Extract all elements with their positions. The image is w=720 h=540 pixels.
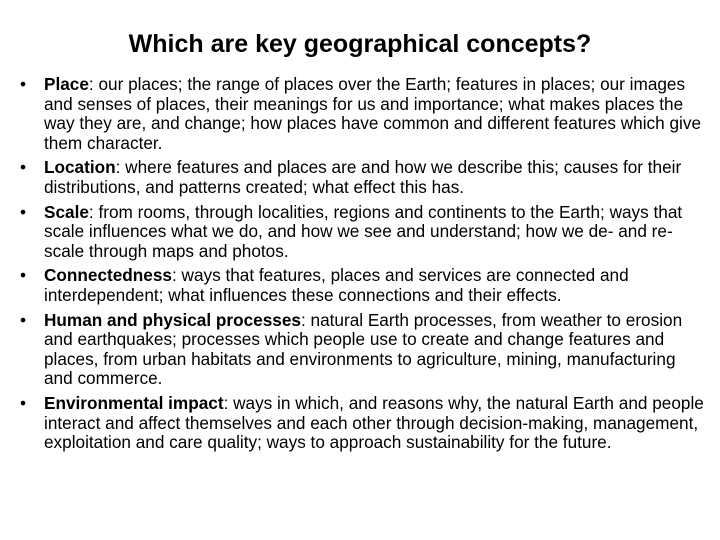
list-item-processes <box>0 311 720 389</box>
concept-description: : our places; the range of places over the Earth; features in places; our images and senses of places, their meanings for us and importance; what makes places the way they are, and change; how places have common and different features which give them character. <box>44 74 702 153</box>
concept-term: Connectedness <box>44 265 172 286</box>
concept-description: : from rooms, through localities, regions and continents to the Earth; ways that scale influences what we do, and how we see and understand; how we de- and re-scale through maps and photos. <box>44 201 683 261</box>
bullet-icon: • <box>19 157 27 178</box>
bullet-icon: • <box>19 309 27 330</box>
concept-description: : ways in which, and reasons why, the natural Earth and people interact and affect themselves and each other through decision-making, management, exploitation and care quality; ways to approach sustainability for the future. <box>44 392 704 453</box>
concept-description: : ways that features, places and services are connected and interdependent; what influences these connections and their effects. <box>44 265 629 305</box>
bullet-icon: • <box>19 392 27 413</box>
list-item-environmental-impact <box>0 394 720 453</box>
concept-description: : where features and places are and how we describe this; causes for their distributions, and patterns created; what effect this has. <box>44 157 682 197</box>
concept-term: Place <box>44 74 89 94</box>
bullet-icon: • <box>19 201 27 222</box>
list-item-location <box>0 158 720 197</box>
slide-title: Which are key geographical concepts? <box>128 30 592 58</box>
concept-list <box>0 75 720 458</box>
bullet-icon: • <box>19 74 27 94</box>
list-item-connectedness <box>0 266 720 305</box>
concept-term: Human and physical processes <box>44 309 301 330</box>
concept-description: : natural Earth processes, from weather to erosion and earthquakes; processes which people use to create and change features and places, from urban habitats and environments to agriculture, mining, manufacturing and commerce. <box>44 309 683 389</box>
list-item-scale <box>0 203 720 262</box>
bullet-icon: • <box>19 265 27 286</box>
list-item-place <box>0 75 720 153</box>
concept-term: Environmental impact <box>44 392 224 413</box>
concept-term: Scale <box>44 201 89 222</box>
concept-term: Location <box>44 157 116 178</box>
